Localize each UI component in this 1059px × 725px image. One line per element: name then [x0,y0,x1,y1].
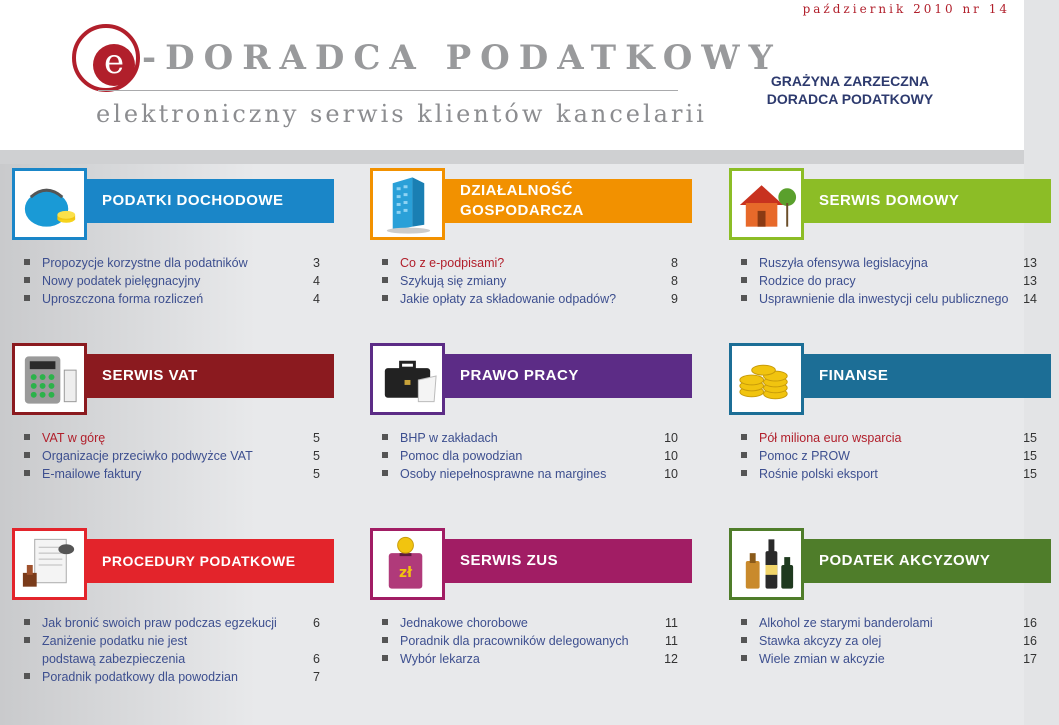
list-item[interactable]: Zaniżenie podatku nie jest podstawą zabezpieczenia 6 [24,632,320,668]
article-list [382,254,678,308]
list-item[interactable]: Pomoc z PROW 15 [741,447,1037,465]
section-title[interactable]: PROCEDURY PODATKOWE [102,553,296,569]
article-list [24,429,320,483]
section-title[interactable]: SERWIS DOMOWY [819,192,960,209]
section-prawo-pracy [370,343,700,518]
section-podatki-dochodowe [12,168,342,343]
author-block [740,72,960,108]
list-item[interactable]: E-mailowe faktury 5 [24,465,320,483]
list-item[interactable]: VAT w górę 5 [24,429,320,447]
section-serwis-zus [370,528,700,703]
list-item[interactable]: Poradnik dla pracowników delegowanych 11 [382,632,678,650]
office-building-icon [370,168,445,240]
header [0,0,1024,150]
gold-coins-icon [729,343,804,415]
section-podatek-akcyzowy [729,528,1059,703]
list-item[interactable]: Wiele zmian w akcyzie 17 [741,650,1037,668]
list-item[interactable]: Jakie opłaty za składowanie odpadów? 9 [382,290,678,308]
briefcase-icon [370,343,445,415]
calculator-icon [12,343,87,415]
list-item[interactable]: Nowy podatek pielęgnacyjny 4 [24,272,320,290]
logo-divider [98,90,678,91]
svg-text:zł: zł [398,564,413,581]
section-title[interactable]: DZIAŁALNOŚĆ GOSPODARCZA [460,182,584,219]
list-item[interactable]: Jak bronić swoich praw podczas egzekucji 6 [24,614,320,632]
logo-subtitle: elektroniczny serwis klientów kancelarii [96,100,707,128]
article-list [24,254,320,308]
section-title[interactable]: SERWIS VAT [102,367,198,384]
bottles-icon [729,528,804,600]
list-item[interactable]: Propozycje korzystne dla podatników 3 [24,254,320,272]
section-title[interactable]: PODATKI DOCHODOWE [102,192,284,209]
author-name: GRAŻYNA ZARZECZNA [770,73,930,89]
list-item[interactable]: Usprawnienie dla inwestycji celu publicznego 14 [741,290,1037,308]
section-procedury-podatkowe [12,528,342,703]
list-item[interactable]: Pomoc dla powodzian 10 [382,447,678,465]
section-title[interactable]: FINANSE [819,367,889,384]
list-item[interactable]: Rodzice do pracy 13 [741,272,1037,290]
documents-stamp-icon [12,528,87,600]
issue-label: październik 2010 nr 14 [802,2,1010,16]
section-finanse [729,343,1059,518]
section-dzialalnosc-gospodarcza [370,168,700,343]
list-item[interactable]: Ruszyła ofensywa legislacyjna 13 [741,254,1037,272]
article-list [382,614,678,668]
list-item[interactable]: BHP w zakładach 10 [382,429,678,447]
list-item[interactable]: Osoby niepełnosprawne na margines 10 [382,465,678,483]
author-role: DORADCA PODATKOWY [766,91,934,107]
section-serwis-domowy [729,168,1059,343]
purse-coins-icon [12,168,87,240]
section-title[interactable]: SERWIS ZUS [460,552,559,569]
article-list [741,614,1037,668]
logo-e-badge: e [93,44,135,86]
list-item[interactable]: Szykują się zmiany 8 [382,272,678,290]
article-list [741,254,1037,308]
list-item[interactable]: Stawka akcyzy za olej 16 [741,632,1037,650]
logo-title: -DORADCA PODATKOWY [142,38,782,78]
header-stripe [0,150,1024,164]
money-box-icon [370,528,445,600]
article-list [741,429,1037,483]
house-icon [729,168,804,240]
article-list [382,429,678,483]
list-item[interactable]: Jednakowe chorobowe 11 [382,614,678,632]
section-title[interactable]: PODATEK AKCYZOWY [819,552,991,569]
list-item[interactable]: Uproszczona forma rozliczeń 4 [24,290,320,308]
list-item[interactable]: Organizacje przeciwko podwyżce VAT 5 [24,447,320,465]
list-item[interactable]: Wybór lekarza 12 [382,650,678,668]
section-title[interactable]: PRAWO PRACY [460,367,579,384]
section-serwis-vat [12,343,342,518]
list-item[interactable]: Pół miliona euro wsparcia 15 [741,429,1037,447]
list-item[interactable]: Alkohol ze starymi banderolami 16 [741,614,1037,632]
list-item[interactable]: Co z e-podpisami? 8 [382,254,678,272]
list-item[interactable]: Poradnik podatkowy dla powodzian 7 [24,668,320,686]
article-list [24,614,320,686]
list-item[interactable]: Rośnie polski eksport 15 [741,465,1037,483]
